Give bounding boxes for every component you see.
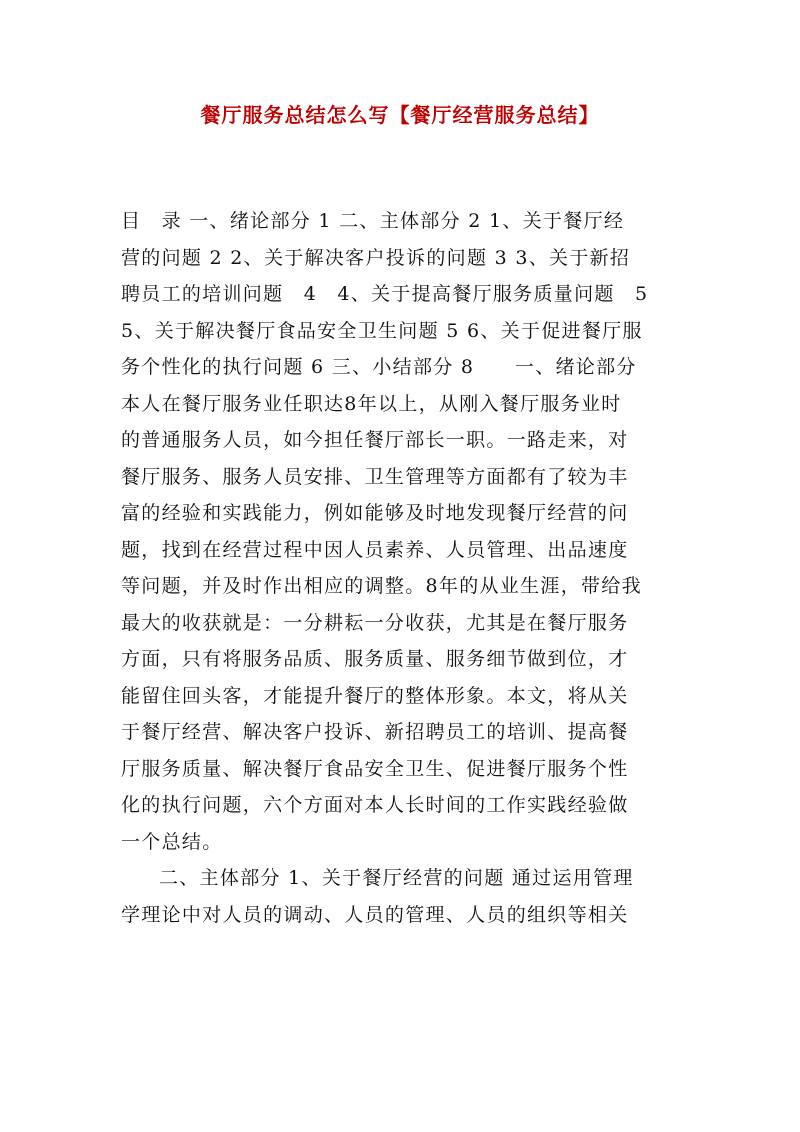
text-line: 本人在餐厅服务业任职达8年以上，从刚入餐厅服务业时 <box>121 392 622 415</box>
text-line: 题，找到在经营过程中因人员素养、人员管理、出品速度 <box>121 538 629 561</box>
text-line: 最大的收获就是：一分耕耘一分收获，尤其是在餐厅服务 <box>121 611 629 634</box>
text-line: 的普通服务人员，如今担任餐厅部长一职。一路走来，对 <box>121 429 629 451</box>
text-line: 化的执行问题，六个方面对本人长时间的工作实践经验做 <box>121 794 629 816</box>
text-line: 学理论中对人员的调动、人员的管理、人员的组织等相关 <box>121 903 629 926</box>
text-line: 目 录 一、绪论部分 1 二、主体部分 2 1、关于餐厅经 <box>121 210 625 232</box>
text-line: 餐厅服务、服务人员安排、卫生管理等方面都有了较为丰 <box>121 465 629 488</box>
text-line: 厅服务质量、解决餐厅食品安全卫生、促进餐厅服务个性 <box>121 757 629 780</box>
text-line: 聘员工的培训问题 4 4、关于提高餐厅服务质量问题 5 <box>121 283 649 305</box>
document-title: 餐厅服务总结怎么写【餐厅经营服务总结】 <box>200 103 600 127</box>
document-body <box>121 203 686 933</box>
text-line: 富的经验和实践能力，例如能够及时地发现餐厅经营的问 <box>121 502 629 524</box>
text-line: 等问题，并及时作出相应的调整。8年的从业生涯，带给我 <box>121 575 642 597</box>
section-heading-line: 二、主体部分 1、关于餐厅经营的问题 通过运用管理 <box>159 867 634 889</box>
text-line: 于餐厅经营、解决客户投诉、新招聘员工的培训、提高餐 <box>121 721 629 743</box>
text-line: 务个性化的执行问题 6 三、小结部分 8 一、绪论部分 <box>121 356 637 378</box>
text-line: 能留住回头客，才能提升餐厅的整体形象。本文，将从关 <box>121 684 629 707</box>
text-line: 一个总结。 <box>121 830 223 853</box>
text-line: 营的问题 2 2、关于解决客户投诉的问题 3 3、关于新招 <box>121 246 631 269</box>
text-line: 5、关于解决餐厅食品安全卫生问题 5 6、关于促进餐厅服 <box>121 319 643 342</box>
text-line: 方面，只有将服务品质、服务质量、服务细节做到位，才 <box>121 648 629 670</box>
